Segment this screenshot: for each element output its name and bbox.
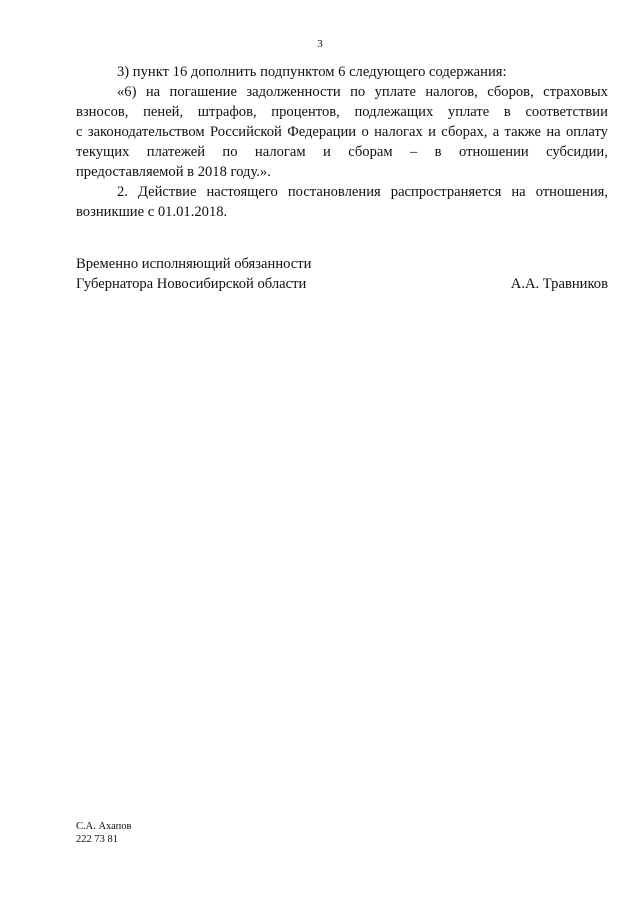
word: Федерации <box>287 124 357 140</box>
word: задолженности <box>246 84 341 100</box>
word: отношении <box>458 144 529 160</box>
page-number: 3 <box>317 38 323 50</box>
signatory-position-line-1: Временно исполняющий обязанности <box>76 256 312 272</box>
word: Действие <box>137 184 197 200</box>
word: по <box>350 84 366 100</box>
word: на <box>546 124 561 140</box>
word: сборов, <box>487 84 534 100</box>
word: оплату <box>566 124 608 140</box>
word: уплате <box>447 104 490 120</box>
word: Российской <box>209 124 282 140</box>
word: налогах <box>374 124 423 140</box>
word: платежей <box>146 144 206 160</box>
word: а <box>492 124 500 140</box>
word: по <box>222 144 238 160</box>
word: уплате <box>374 84 416 100</box>
signatory-name: А.А. Травников <box>510 276 608 292</box>
word: штрафов, <box>197 104 257 120</box>
word: «6) <box>117 84 137 100</box>
paragraph-subitem-6-line-5: предоставляемой в 2018 году.». <box>76 164 271 180</box>
paragraph-subitem-6-line-4 <box>76 142 608 162</box>
word: отношения, <box>535 184 608 200</box>
word: – <box>409 144 418 160</box>
word: взносов, <box>76 104 129 120</box>
word: сборам <box>348 144 393 160</box>
word: распространяется <box>390 184 502 200</box>
word: с <box>76 124 83 140</box>
word: на <box>145 84 161 100</box>
paragraph-item-2-line-2: возникшие с 01.01.2018. <box>76 204 228 220</box>
word: 2. <box>117 184 128 200</box>
word: налогов, <box>425 84 478 100</box>
word: налогам <box>254 144 306 160</box>
paragraph-item-3: 3) пункт 16 дополнить подпунктом 6 следующего содержания: <box>117 64 507 80</box>
word: также <box>504 124 542 140</box>
word: и <box>323 144 331 160</box>
paragraph-item-2-line-1 <box>117 182 608 202</box>
word: субсидии, <box>546 144 608 160</box>
word: в <box>434 144 442 160</box>
word: текущих <box>76 144 130 160</box>
word: постановления <box>287 184 381 200</box>
word: подлежащих <box>354 104 434 120</box>
word: на <box>511 184 526 200</box>
executor-phone: 222 73 81 <box>76 834 118 845</box>
word: страховых <box>543 84 608 100</box>
word: и <box>428 124 436 140</box>
word: соответствии <box>525 104 608 120</box>
word: о <box>361 124 369 140</box>
word: процентов, <box>271 104 340 120</box>
signatory-position-line-2: Губернатора Новосибирской области <box>76 276 307 292</box>
word: погашение <box>169 84 237 100</box>
word: пеней, <box>143 104 184 120</box>
word: настоящего <box>206 184 278 200</box>
paragraph-subitem-6-line-3 <box>76 122 608 142</box>
word: в <box>503 104 511 120</box>
word: законодательством <box>87 124 205 140</box>
paragraph-subitem-6-line-1 <box>117 82 608 102</box>
word: сборах, <box>441 124 488 140</box>
paragraph-subitem-6-line-2 <box>76 102 608 122</box>
executor-name: С.А. Ахапов <box>76 821 132 832</box>
